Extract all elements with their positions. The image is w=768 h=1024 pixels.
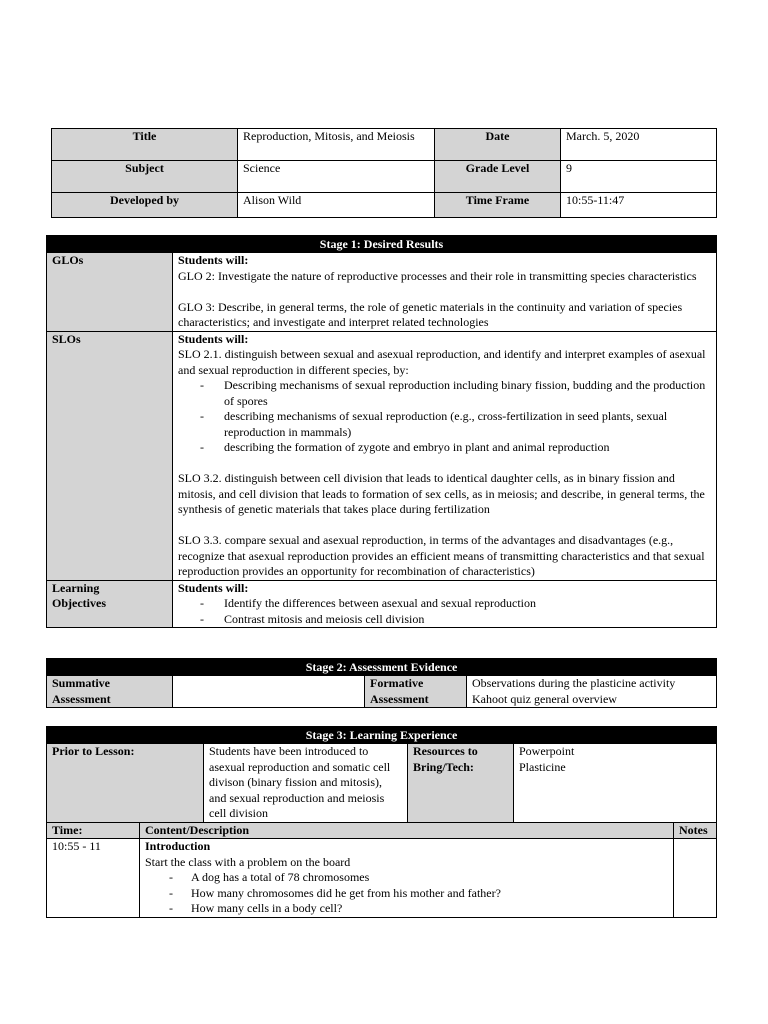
row-heading: Introduction <box>145 839 211 853</box>
slos-heading: Students will: <box>178 331 249 346</box>
developed-by-value: Alison Wild <box>238 193 435 218</box>
list-item: - Identify the differences between asexual and sexual reproduction <box>178 596 711 612</box>
slo32-text: SLO 3.2. distinguish between cell division that leads to identical daughter cells, as in binary fission and mitosis, and cell division that leads to formation of sex cells, as in meiosis; and describe, in general terms, the synthesis of genetic materials that takes place during fertilization <box>178 471 705 516</box>
list-item: - How many chromosomes did he get from his mother and father? <box>145 886 668 902</box>
row-content <box>140 839 674 918</box>
summative-value <box>173 676 365 708</box>
summative-label <box>47 676 173 708</box>
stage2-table <box>46 658 717 708</box>
formative-label-line2: Assessment <box>370 691 429 706</box>
list-item: - Describing mechanisms of sexual reproduction including binary fission, budding and the production of spores <box>178 378 711 409</box>
date-label: Date <box>435 129 561 161</box>
formative-item: Observations during the plasticine activity <box>472 676 676 690</box>
row-notes <box>674 839 717 918</box>
glo2-text: GLO 2: Investigate the nature of reproductive processes and their role in transmitting species characteristics <box>178 268 697 283</box>
slo21-text: SLO 2.1. distinguish between sexual and asexual reproduction, and identify and interpret examples of asexual and sexual reproduction in different species, by: <box>178 347 706 377</box>
stage1-title: Stage 1: Desired Results <box>47 236 717 253</box>
glos-label: GLOs <box>47 253 173 332</box>
list-item: - A dog has a total of 78 chromosomes <box>145 870 668 886</box>
subject-value: Science <box>238 161 435 193</box>
summative-label-line1: Summative <box>52 676 110 690</box>
prior-lesson-label: Prior to Lesson: <box>47 744 204 823</box>
date-value: March. 5, 2020 <box>561 129 717 161</box>
objectives-label-line1: Learning <box>52 580 100 595</box>
column-header-content: Content/Description <box>140 822 674 839</box>
lesson-info-table <box>51 128 717 218</box>
stage3-table <box>46 726 717 918</box>
resources-label-line1: Resources to <box>413 744 478 758</box>
column-header-notes: Notes <box>674 822 717 839</box>
table-row <box>47 839 717 918</box>
glos-heading: Students will: <box>178 253 249 267</box>
time-frame-value: 10:55-11:47 <box>561 193 717 218</box>
developed-by-label: Developed by <box>52 193 238 218</box>
subject-label: Subject <box>52 161 238 193</box>
glo3-text: GLO 3: Describe, in general terms, the role of genetic materials in the continuity and variation of species characteristics; and investigate and interpret related technologies <box>178 299 683 329</box>
formative-item: Kahoot quiz general overview <box>472 691 617 706</box>
resource-item: Plasticine <box>519 759 566 774</box>
title-value: Reproduction, Mitosis, and Meiosis <box>238 129 435 161</box>
slos-label: SLOs <box>47 331 173 580</box>
resources-list <box>514 744 717 823</box>
resource-item: Powerpoint <box>519 744 575 758</box>
summative-label-line2: Assessment <box>52 691 111 706</box>
grade-level-value: 9 <box>561 161 717 193</box>
resources-label-line2: Bring/Tech: <box>413 759 474 774</box>
stage1-table <box>46 235 717 628</box>
slo33-text: SLO 3.3. compare sexual and asexual reproduction, in terms of the advantages and disadvantages (e.g., recognize that asexual reproduction provides an efficient means of transmitting characteristics and that sexual reproduction provides an opportunity for recombination of characteristics) <box>178 533 705 578</box>
list-item: - Contrast mitosis and meiosis cell division <box>178 612 711 628</box>
formative-label <box>365 676 467 708</box>
title-label: Title <box>52 129 238 161</box>
objectives-label-line2: Objectives <box>52 596 106 610</box>
stage3-title: Stage 3: Learning Experience <box>47 727 717 744</box>
resources-label <box>408 744 514 823</box>
row-intro: Start the class with a problem on the board <box>145 854 351 869</box>
prior-lesson-text: Students have been introduced to asexual reproduction and somatic cell divison (binary fission and mitosis), and sexual reproduction and meiosis cell division <box>204 744 408 823</box>
time-frame-label: Time Frame <box>435 193 561 218</box>
glos-content <box>173 253 717 332</box>
list-item: - describing the formation of zygote and embryo in plant and animal reproduction <box>178 440 711 456</box>
formative-label-line1: Formative <box>370 676 424 690</box>
slos-content <box>173 331 717 580</box>
formative-value <box>467 676 717 708</box>
grade-level-label: Grade Level <box>435 161 561 193</box>
objectives-content <box>173 580 717 628</box>
list-item: - describing mechanisms of sexual reproduction (e.g., cross-fertilization in seed plants, sexual reproduction in mammals) <box>178 409 711 440</box>
stage2-title: Stage 2: Assessment Evidence <box>47 659 717 676</box>
objectives-label <box>47 580 173 628</box>
objectives-heading: Students will: <box>178 580 249 595</box>
list-item: - How many cells in a body cell? <box>145 901 668 917</box>
row-time: 10:55 - 11 <box>47 839 140 918</box>
column-header-time: Time: <box>47 822 140 839</box>
